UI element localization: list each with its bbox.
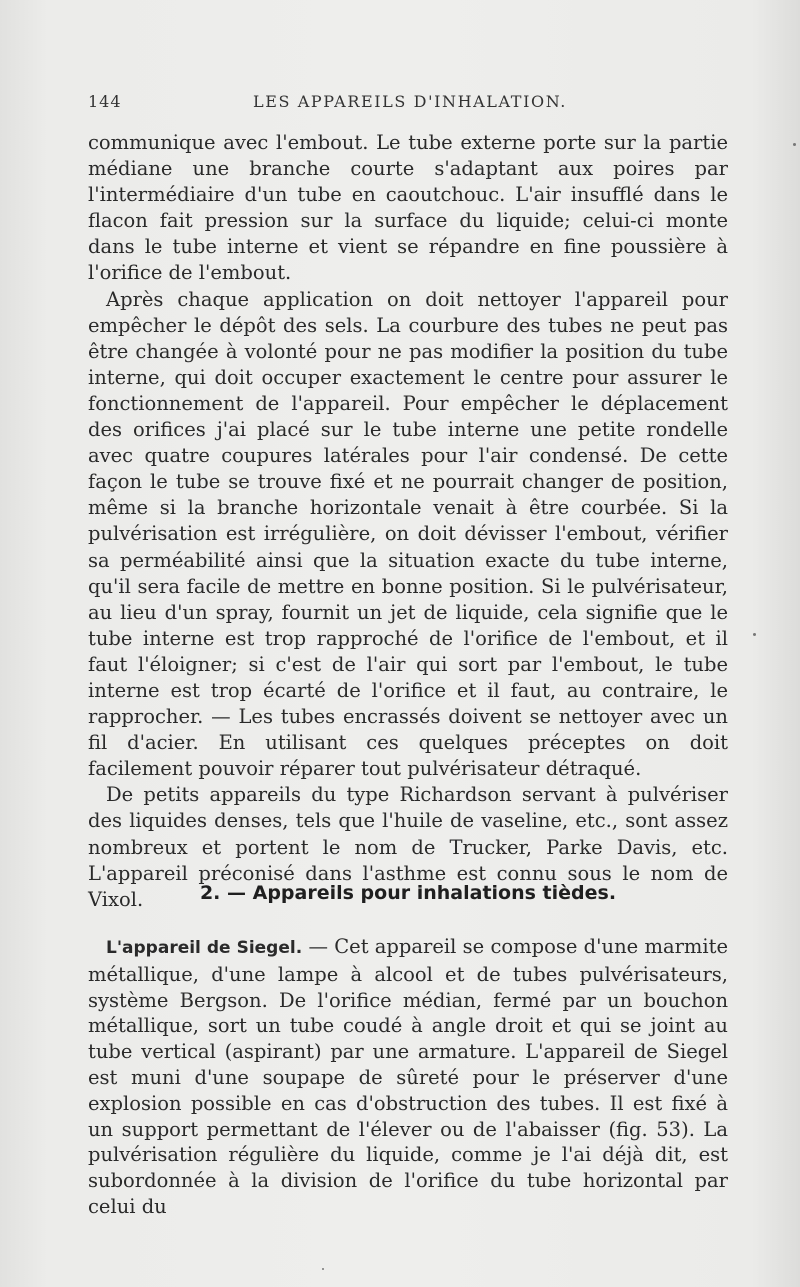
paragraph-richardson: De petits appareils du type Richardson servant à pulvériser des liquides denses, tels que l'huile de vaseline, etc., sont assez nombreux et portent le nom de Trucker, Parke Davis, etc. L'appareil préconisé dans l'asthme est connu sous le nom de Vixol. xyxy=(88,783,728,911)
paragraph-siegel xyxy=(88,934,728,1220)
paragraph-lead-in: L'appareil de Siegel. xyxy=(106,938,303,958)
print-speck xyxy=(793,143,796,146)
page-number: 144 xyxy=(88,92,122,111)
paragraph-cleaning: Après chaque application on doit nettoyer l'appareil pour empêcher le dépôt des sels. La courbure des tubes ne peut pas être changée à volonté pour ne pas modifier la position du tube interne, qui doit occuper exactement le centre pour assurer le fonctionnement de l'appareil. Pour empêcher le déplacement des orifices j'ai placé sur le tube interne une petite rondelle avec quatre coupures latérales pour l'air condensé. De cette façon le tube se trouve fixé et ne pourrait changer de position, même si la branche horizontale venait à être courbée. Si la pulvérisation est irrégulière, on doit dévisser l'embout, vérifier sa perméabilité ainsi que la situation exacte du tube interne, qu'il sera facile de mettre en bonne position. Si le pulvérisateur, au lieu d'un spray, fournit un jet de liquide, cela signifie que le tube interne est trop rapproché de l'orifice de l'embout, et il faut l'éloigner; si c'est de l'air qui sort par l'embout, le tube interne est trop écarté de l'orifice et il faut, au contraire, le rapprocher. — Les tubes encrassés doivent se nettoyer avec un fil d'acier. En utilisant ces quelques préceptes on doit facilement pouvoir réparer tout pulvérisateur détraqué. xyxy=(88,287,728,781)
section-body xyxy=(88,934,728,1220)
paragraph-continuation: communique avec l'embout. Le tube externe porte sur la partie médiane une branche courte s'adaptant aux poires par l'intermédiaire d'un tube en caoutchouc. L'air insufflé dans le flacon fait pression sur la surface du liquide; celui-ci monte dans le tube interne et vient se répandre en fine poussière à l'orifice de l'embout. xyxy=(88,131,728,285)
running-title: LES APPAREILS D'INHALATION. xyxy=(253,92,567,111)
body-text xyxy=(88,130,728,913)
running-header xyxy=(88,92,728,116)
print-speck xyxy=(322,1268,324,1270)
paragraph-siegel-text: — Cet appareil se compose d'une marmite métallique, d'une lampe à alcool et de tubes pulvérisateurs, système Bergson. De l'orifice médian, fermé par un bouchon métallique, sort un tube coudé à angle droit et qui se joint au tube vertical (aspirant) par une armature. L'appareil de Siegel est muni d'une soupape de sûreté pour le préserver d'une explosion possible en cas d'obstruction des tubes. Il est fixé à un support permettant de l'élever ou de l'abaisser (fig. 53). La pulvérisation régulière du liquide, comme je l'ai déjà dit, est subordonnée à la division de l'orifice du tube horizontal par celui du xyxy=(88,935,728,1218)
section-heading: 2. — Appareils pour inhalations tièdes. xyxy=(199,882,617,904)
print-speck xyxy=(753,633,756,636)
